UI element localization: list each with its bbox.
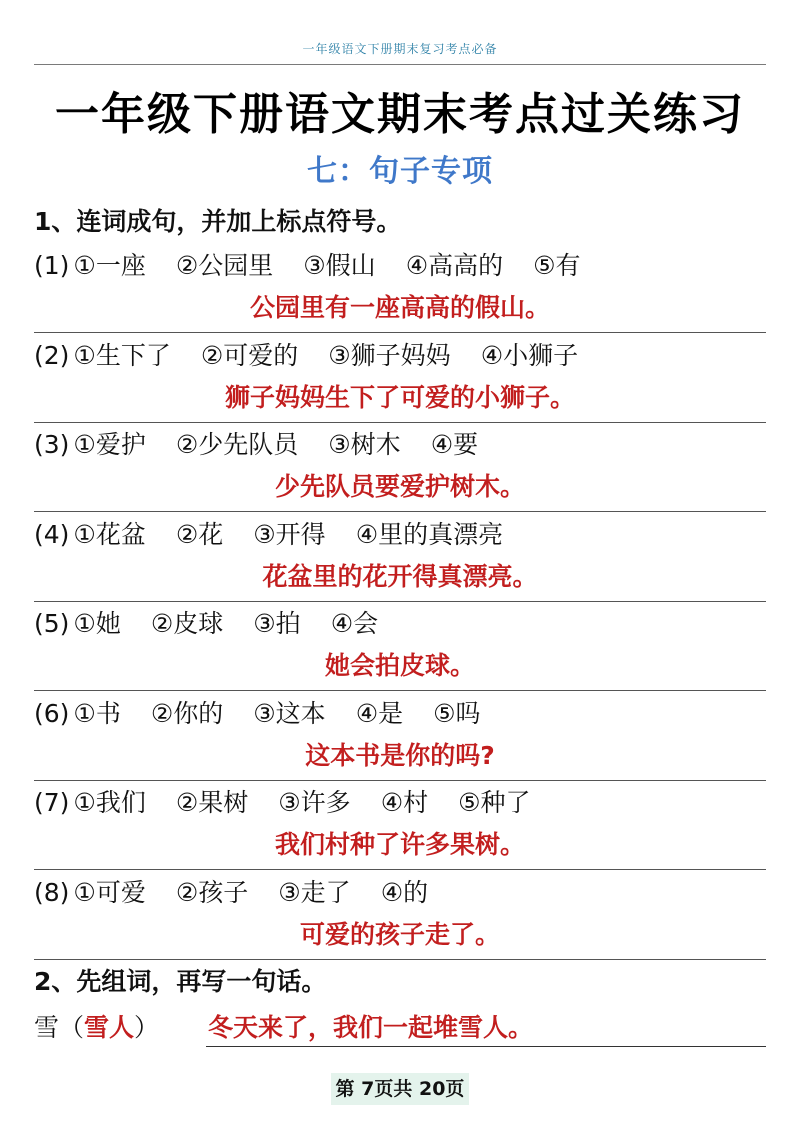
- q2-sentence-answer: 冬天来了，我们一起堆雪人。: [206, 1010, 766, 1047]
- word-option: ②可爱的: [200, 340, 299, 370]
- word-option: ①一座: [73, 251, 146, 280]
- item-divider: [34, 690, 766, 691]
- item-divider: [34, 601, 766, 602]
- item-number: (2): [34, 340, 70, 370]
- q2-close-paren: ）: [134, 1013, 160, 1042]
- word-option: ④是: [355, 698, 404, 728]
- question-2-heading: 2、先组词，再写一句话。: [34, 967, 327, 996]
- word-option: ③假山: [303, 251, 376, 280]
- word-list: [34, 783, 561, 823]
- word-option: ⑤吗: [433, 698, 481, 728]
- word-option: ④里的真漂亮: [355, 519, 504, 549]
- section-title: 七：句子专项: [307, 154, 493, 189]
- word-option: ③许多: [278, 788, 351, 817]
- q2-character: 雪: [34, 1013, 60, 1042]
- word-option: ②少先队员: [175, 430, 299, 459]
- item-divider: [34, 780, 766, 781]
- word-list: [34, 604, 408, 644]
- page-title: 一年级下册语文期末考点过关练习: [55, 89, 745, 140]
- item-number: (3): [34, 430, 70, 459]
- word-option: ②公园里: [175, 251, 274, 280]
- word-option: ②你的: [150, 698, 224, 728]
- word-option: ④会: [330, 609, 379, 638]
- item-number: (7): [34, 788, 70, 817]
- word-option: ⑤种了: [458, 788, 531, 817]
- word-option: ③拍: [253, 609, 301, 638]
- word-option: ④高高的: [405, 251, 504, 280]
- word-list: [34, 246, 611, 286]
- header-divider: [34, 64, 766, 65]
- word-option: ②花: [175, 519, 224, 549]
- item-divider: [34, 422, 766, 423]
- word-list: [34, 515, 533, 555]
- item-divider: [34, 959, 766, 960]
- item-number: (6): [34, 698, 70, 728]
- page-number: 第 7页共 20页: [331, 1073, 469, 1105]
- word-option: ①我们: [73, 788, 146, 817]
- answer-sentence: 她会拍皮球。: [324, 651, 475, 680]
- answer-sentence: 我们村种了许多果树。: [274, 830, 525, 859]
- word-option: ①生下了: [73, 340, 171, 370]
- item-divider: [34, 869, 766, 870]
- item-number: (1): [34, 251, 70, 280]
- word-option: ①可爱: [73, 877, 146, 907]
- word-option: ②皮球: [150, 609, 224, 638]
- word-list: [34, 336, 608, 376]
- question-1-heading: 1、连词成句，并加上标点符号。: [34, 207, 402, 236]
- word-option: ⑤有: [533, 251, 581, 280]
- answer-sentence: 花盆里的花开得真漂亮。: [262, 561, 538, 591]
- word-list: [34, 694, 511, 734]
- answer-sentence: 可爱的孩子走了。: [299, 919, 500, 949]
- question-2-word-line: [34, 1010, 159, 1046]
- word-option: ③开得: [253, 519, 326, 549]
- word-option: ①书: [73, 698, 121, 728]
- word-option: ④小狮子: [480, 340, 579, 370]
- answer-sentence: 狮子妈妈生下了可爱的小狮子。: [224, 382, 575, 412]
- word-option: ③狮子妈妈: [328, 340, 451, 370]
- word-option: ②孩子: [175, 877, 249, 907]
- header-note: 一年级语文下册期末复习考点必备: [302, 42, 498, 56]
- word-option: ②果树: [175, 788, 249, 817]
- item-number: (5): [34, 609, 70, 638]
- item-divider: [34, 511, 766, 512]
- answer-sentence: 公园里有一座高高的假山。: [249, 293, 550, 322]
- item-number: (4): [34, 519, 70, 549]
- word-option: ①爱护: [73, 430, 146, 459]
- word-option: ③走了: [278, 877, 351, 907]
- word-option: ④的: [380, 877, 429, 907]
- item-divider: [34, 332, 766, 333]
- q2-word-answer: 雪人: [84, 1013, 135, 1042]
- item-number: (8): [34, 877, 70, 907]
- word-option: ④村: [380, 788, 429, 817]
- word-list: [34, 425, 508, 465]
- answer-sentence: 少先队员要爱护树木。: [274, 472, 525, 501]
- word-option: ③这本: [253, 698, 326, 728]
- q2-open-paren: （: [59, 1013, 85, 1042]
- word-option: ③树木: [328, 430, 401, 459]
- word-list: [34, 873, 458, 913]
- word-option: ①她: [73, 609, 121, 638]
- word-option: ④要: [430, 430, 479, 459]
- word-option: ①花盆: [73, 519, 146, 549]
- answer-sentence: 这本书是你的吗?: [305, 740, 495, 770]
